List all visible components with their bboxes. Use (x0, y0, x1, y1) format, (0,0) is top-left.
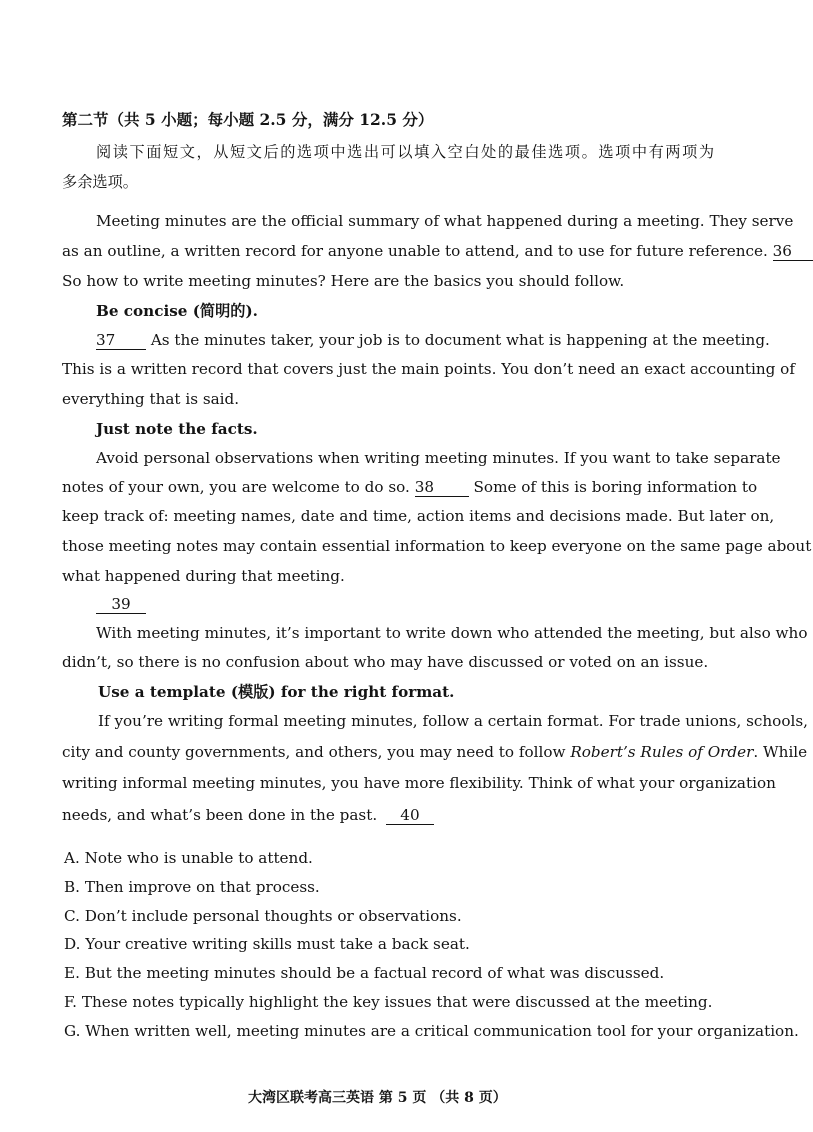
passage-line (96, 594, 146, 614)
passage-line (62, 477, 758, 497)
passage-text: as an outline, a written record for anyone unable to attend, and to use for future reference. (62, 242, 768, 260)
passage-line: keep track of: meeting names, date and time, action items and decisions made. But later on, (62, 507, 775, 525)
passage-line: what happened during that meeting. (62, 567, 345, 585)
passage-line (96, 330, 770, 350)
instructions-line-1: 阅读下面短文，从短文后的选项中选出可以填入空白处的最佳选项。选项中有两项为 (96, 143, 714, 161)
option-f: F. These notes typically highlight the key issues that were discussed at the meeting. (64, 993, 713, 1011)
blank-38: 38 (415, 479, 469, 497)
subheading-be-concise: Be concise (简明的). (96, 302, 258, 320)
blank-39: 39 (96, 596, 146, 614)
section-heading: 第二节（共 5 小题；每小题 2.5 分，满分 12.5 分） (62, 110, 434, 129)
passage-line: With meeting minutes, it’s important to write down who attended the meeting, but also who (96, 624, 808, 642)
option-a: A. Note who is unable to attend. (64, 849, 313, 867)
option-g: G. When written well, meeting minutes are a critical communication tool for your organization. (64, 1022, 799, 1040)
option-d: D. Your creative writing skills must take a back seat. (64, 935, 470, 953)
subheading-use-a-template: Use a template (模版) for the right format. (98, 683, 455, 701)
subheading-just-note-the-facts: Just note the facts. (96, 420, 258, 438)
option-b: B. Then improve on that process. (64, 878, 320, 896)
instructions-line-2: 多余选项。 (62, 173, 138, 191)
blank-40: 40 (386, 807, 434, 825)
passage-line (62, 805, 434, 825)
passage-line (62, 742, 808, 762)
blank-37: 37 (96, 332, 146, 350)
option-e: E. But the meeting minutes should be a factual record of what was discussed. (64, 964, 665, 982)
passage-line (62, 241, 792, 261)
passage-text: city and county governments, and others, you may need to follow (62, 743, 566, 761)
passage-line: those meeting notes may contain essential information to keep everyone on the same page about (62, 537, 812, 555)
passage-line: writing informal meeting minutes, you have more flexibility. Think of what your organization (62, 774, 776, 792)
passage-line: Avoid personal observations when writing meeting minutes. If you want to take separate (96, 449, 781, 467)
passage-text: . While (753, 743, 808, 761)
passage-text: As the minutes taker, your job is to document what is happening at the meeting. (150, 331, 770, 349)
option-c: C. Don’t include personal thoughts or observations. (64, 907, 462, 925)
passage-text: Some of this is boring information to (473, 478, 758, 496)
passage-line: didn’t, so there is no confusion about who may have discussed or voted on an issue. (62, 653, 709, 671)
passage-line: everything that is said. (62, 390, 240, 408)
page-footer: 大湾区联考高三英语 第 5 页 （共 8 页） (248, 1090, 507, 1106)
passage-line: If you’re writing formal meeting minutes, follow a certain format. For trade unions, schools, (98, 712, 808, 730)
passage-line: Meeting minutes are the official summary of what happened during a meeting. They serve (96, 212, 794, 230)
blank-36: 36 (773, 243, 813, 261)
passage-line: This is a written record that covers just the main points. You don’t need an exact accounting of (62, 360, 795, 378)
passage-text: notes of your own, you are welcome to do so. (62, 478, 410, 496)
passage-text-italic: Robert’s Rules of Order (570, 743, 754, 761)
passage-text: needs, and what’s been done in the past. (62, 806, 378, 824)
passage-line: So how to write meeting minutes? Here are the basics you should follow. (62, 272, 625, 290)
